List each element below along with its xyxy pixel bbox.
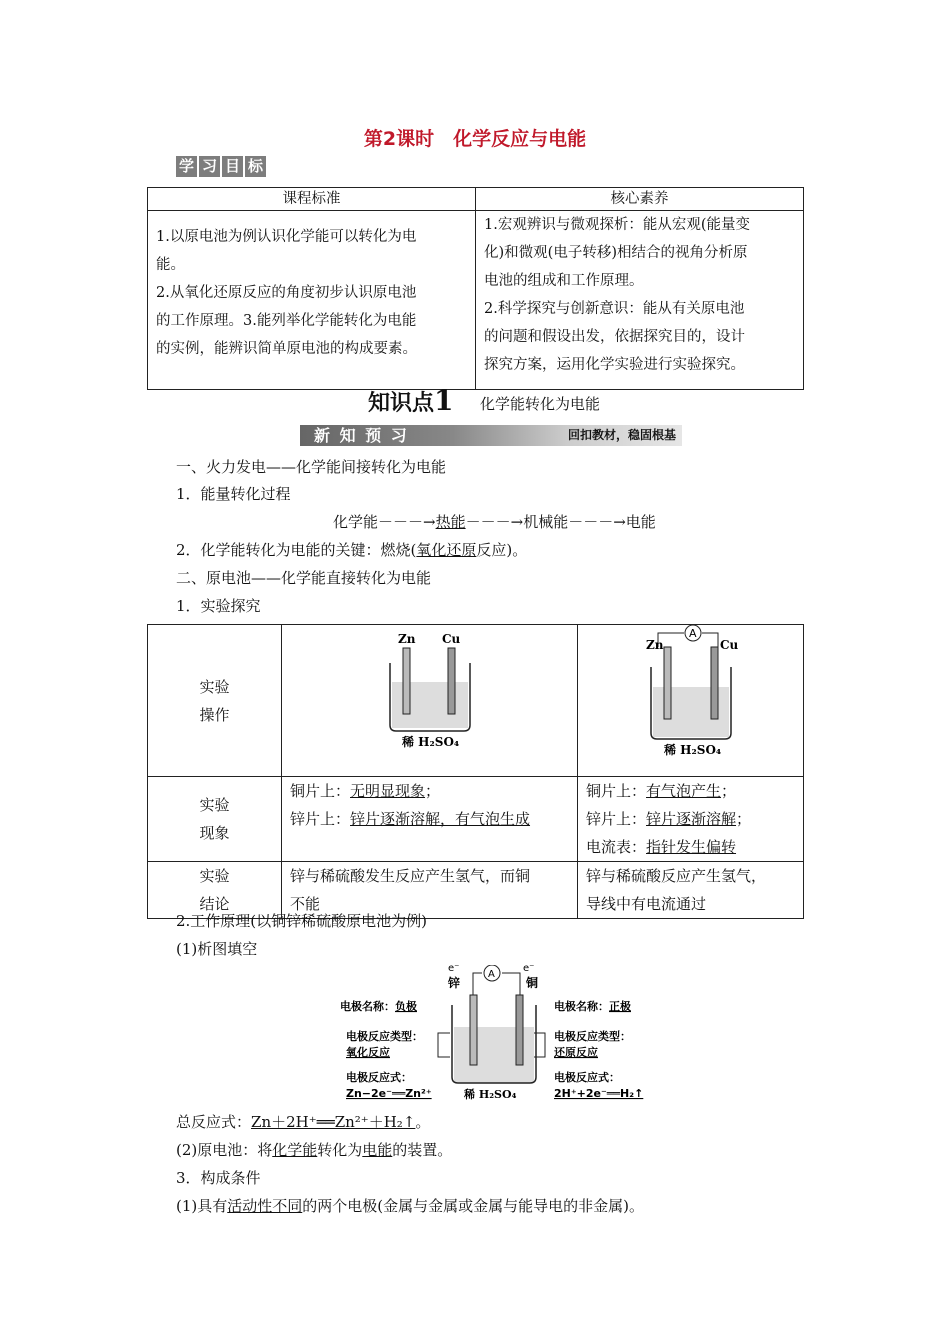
left-diagram-cell [282,625,578,777]
principle-heading: 2.工作原理(以铜锌稀硫酸原电池为例) [176,912,428,930]
zn-label: Zn [398,632,416,646]
goals-table [147,187,804,390]
right-phenomena [578,777,804,862]
text: 。 [415,1113,431,1131]
right-conclusion [578,862,804,919]
text-line: 2.从氧化还原反应的角度初步认识原电池 [156,285,417,301]
experiment-table [147,624,804,919]
col2-header: 核心素养 [476,188,804,211]
left-name: 电极名称：负极 [340,1000,417,1013]
zn-label: Zn [646,638,664,652]
right-type: 还原反应 [554,1046,598,1059]
preview-banner [300,425,682,446]
fill-answer: 氧化还原 [416,541,477,559]
section1-heading: 一、火力发电——化学能间接转化为电能 [176,458,447,476]
learning-goals-badge [176,156,266,177]
text-line: 1.以原电池为例认识化学能可以转化为电 [156,229,417,245]
section2-item1: 1．实验探究 [176,597,261,615]
text-line: 不能 [290,895,321,913]
fill-answer: Zn＋2H⁺══Zn²⁺＋H₂↑ [251,1113,416,1131]
copper-label: 铜 [526,976,539,990]
text: 铜片上： [586,782,647,800]
flow-step: 电能 [625,513,656,531]
row-label [148,625,282,777]
knowledge-point-heading [368,384,454,417]
text: 锌片上： [290,810,351,828]
text-line: 的问题和假设出发，依据探究目的，设计 [484,329,745,345]
flow-step: 机械能 [523,513,569,531]
text-line: 导线中有电流通过 [586,895,707,913]
right-eq: 2H⁺+2e⁻══H₂↑ [554,1087,644,1100]
flow-arrow: －－－→ [378,513,436,531]
meter-label: A [689,627,697,640]
banner-right: 回扣教材，稳固根基 [567,428,676,442]
solution-label: 稀 H₂SO₄ [402,735,460,749]
left-eq: Zn−2e⁻══Zn²⁺ [346,1087,432,1100]
text: 的两个电极(金属与金属或金属与能导电的非金属)。 [302,1197,644,1215]
label-line: 实验 [199,867,230,885]
knowledge-point-topic: 化学能转化为电能 [480,395,601,413]
flow-arrow: －－－→ [568,513,626,531]
right-name: 电极名称：正极 [554,1000,631,1013]
text: ； [425,782,441,800]
wire-right [502,973,520,997]
fill-answer: 锌片逐渐溶解 [646,810,737,828]
text-line: 探究方案，运用化学实验进行实验探究。 [484,357,745,373]
principle-sub1: (1)析图填空 [176,940,258,958]
label-line: 实验 [199,677,230,696]
principle-sub2 [176,1139,452,1160]
text: 电流表： [586,838,647,856]
right-eq-label: 电极反应式： [554,1071,620,1084]
row-label [148,777,282,862]
phenomenon-line [586,777,795,805]
text-line: 的工作原理。3.能列举化学能转化为电能 [156,313,417,329]
section1-item2 [176,539,527,560]
badge-char: 标 [245,156,266,177]
electron-right: e⁻ [523,965,535,974]
fill-answer: 活动性不同 [227,1197,303,1215]
right-diagram-cell [578,625,804,777]
col1-header: 课程标准 [148,188,476,211]
flow-arrow: －－－→ [465,513,524,531]
meter-label: A [488,969,495,980]
text-line: 2.科学探究与创新意识：能从有关原电池 [484,301,745,317]
text: (2)原电池：将 [176,1141,273,1159]
text: 反应)。 [476,541,528,559]
flow-step-fill: 热能 [435,513,466,531]
phenomenon-line [290,777,569,805]
course-standard-cell [148,211,476,390]
text-line: 能。 [156,257,185,273]
banner-left: 新 知 预 习 [314,426,409,445]
text: ； [736,810,752,828]
zn-electrode [403,648,410,714]
phenomenon-line [290,805,569,833]
cu-electrode [448,648,455,714]
phenomenon-line [586,805,795,833]
fill-answer: 指针发生偏转 [646,838,737,856]
text: 铜片上： [290,782,351,800]
zn-electrode [470,995,477,1065]
text: (1)具有 [176,1197,228,1215]
cu-label: Cu [442,632,461,646]
fill-answer: 有气泡产生 [646,782,722,800]
phenomenon-line [586,833,795,861]
left-type-label: 电极反应类型： [346,1030,423,1043]
label-line: 实验 [199,796,230,814]
bracket-left [438,1045,450,1057]
text: ； [721,782,737,800]
conditions-item1 [176,1195,644,1216]
text-line: 锌与稀硫酸发生反应产生氢气，而铜 [290,867,531,885]
kp-number: 1 [434,384,454,417]
text: 2．化学能转化为电能的关键：燃烧( [176,541,417,559]
badge-char: 习 [199,156,220,177]
left-phenomena [282,777,578,862]
kp-label: 知识点 [368,390,435,416]
fill-answer: 电能 [362,1141,393,1159]
wire-right [702,633,718,647]
text: 转化为 [317,1141,363,1159]
flow-step: 化学能 [333,513,379,531]
text-line: 化)和微观(电子转移)相结合的视角分析原 [484,245,748,261]
left-eq-label: 电极反应式： [346,1071,412,1084]
bracket-left [438,1033,450,1045]
cu-label: Cu [720,638,739,652]
badge-char: 学 [176,156,197,177]
left-type: 氧化反应 [346,1046,390,1059]
text-line: 电池的组成和工作原理。 [484,273,644,289]
fill-answer: 无明显现象 [350,782,426,800]
section1-item1: 1．能量转化过程 [176,485,291,503]
electron-left: e⁻ [448,965,460,974]
solution-label: 稀 H₂SO₄ [464,1088,517,1101]
galvanic-cell-diagram [330,965,660,1107]
section2-heading: 二、原电池——化学能直接转化为电能 [176,569,432,587]
text-line: 的实例，能辨识简单原电池的构成要素。 [156,341,417,357]
beaker-diagram-no-wire [282,625,577,767]
total-reaction [176,1111,430,1132]
zinc-label: 锌 [448,976,461,990]
energy-flow [333,511,656,532]
text: 的装置。 [392,1141,453,1159]
wire-left [473,973,482,997]
label-line: 结论 [199,895,230,913]
text: 锌片上： [586,810,647,828]
text-line: 锌与稀硫酸反应产生氢气， [586,867,767,885]
fill-answer: 锌片逐渐溶解，有气泡生成 [350,810,531,828]
solution-label: 稀 H₂SO₄ [664,743,722,757]
text-line: 1.宏观辨识与微观探析：能从宏观(能量变 [484,217,750,233]
label-line: 操作 [199,705,230,724]
conditions-heading: 3．构成条件 [176,1169,261,1187]
badge-char: 目 [222,156,243,177]
page-title: 第2课时 化学反应与电能 [363,128,587,150]
fill-answer: 化学能 [272,1141,318,1159]
cu-electrode [711,647,718,719]
label-line: 现象 [199,824,230,842]
core-literacy-cell [476,211,804,390]
cu-electrode [516,995,523,1065]
beaker-diagram-with-meter [578,625,803,767]
zn-electrode [664,647,671,719]
text: 总反应式： [176,1113,252,1131]
right-type-label: 电极反应类型： [554,1030,631,1043]
